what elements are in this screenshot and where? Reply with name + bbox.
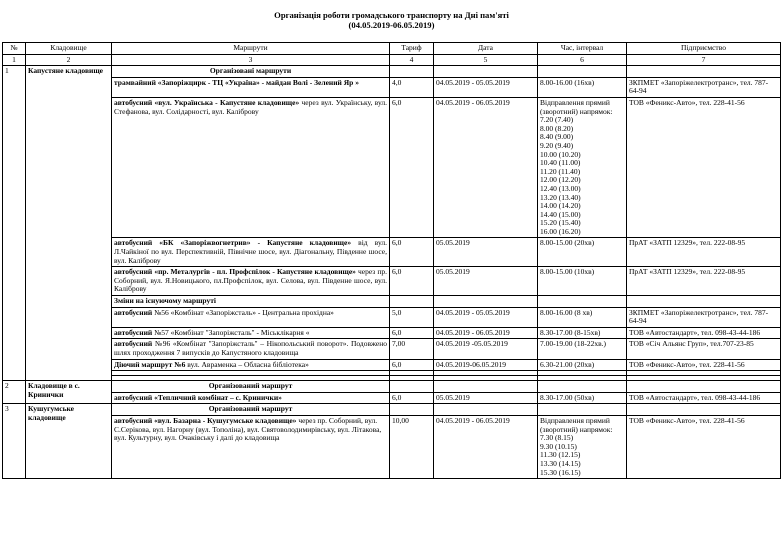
header-time: Час, інтервал <box>538 43 627 55</box>
company-cell: ЗКПМЕТ «Запоріжелектротранс», тел. 787-64-94 <box>627 77 781 97</box>
date-cell: 05.05.2019 <box>434 238 538 267</box>
departure-time: 11.30 (12.15) <box>540 450 581 460</box>
table-row <box>3 97 781 238</box>
route-cell <box>112 97 390 238</box>
tariff-cell: 6,0 <box>390 238 434 267</box>
company-cell: ТОВ «Автостандарт», тел. 098-43-44-186 <box>627 327 781 339</box>
tariff-cell: 6,0 <box>390 327 434 339</box>
row-number: 2 <box>3 381 26 404</box>
section-title: Організований маршрут <box>112 381 390 393</box>
col-num-6: 6 <box>538 54 627 66</box>
section-row <box>3 66 781 78</box>
tariff-cell: 6,0 <box>390 97 434 238</box>
route-name: автобусний «вул. Базарна - Кушугумське кладовище» <box>114 415 297 425</box>
header-row <box>3 43 781 55</box>
route-name: автобусний <box>114 339 153 349</box>
time-cell: 8.00-16.00 (16хв) <box>538 77 627 97</box>
route-name: автобусний <box>114 307 153 317</box>
departure-time: 16.00 (16.20) <box>540 226 581 236</box>
table-row <box>3 77 781 97</box>
route-path: через пр. Соборний, вул. Я.Новицького, пл.Профспілок, вул. Селова, вул. Південне шосе, вул. Каліброву <box>114 267 388 294</box>
time-cell: 8.30-17.00 (50хв) <box>538 392 627 404</box>
company-cell: ТОВ «Автостандарт», тел. 098-43-44-186 <box>627 392 781 404</box>
col-num-1: 1 <box>3 54 26 66</box>
header-tariff: Тариф <box>390 43 434 55</box>
section-title: Організовані маршрути <box>112 66 390 78</box>
table-row <box>3 267 781 296</box>
tariff-cell: 7,00 <box>390 339 434 359</box>
col-num-3: 3 <box>112 54 390 66</box>
table-row <box>3 392 781 404</box>
departure-time: 7.20 (7.40) <box>540 115 574 125</box>
row-number: 1 <box>3 66 26 381</box>
company-cell: ТОВ «Феникс-Авто», тел. 228-41-56 <box>627 97 781 238</box>
time-cell: 8.30-17.00 (8-15хв) <box>538 327 627 339</box>
section-row <box>3 404 781 416</box>
route-name: автобусний «вул. Українська - Капустяне кладовище» <box>114 97 300 107</box>
departure-time: 8.40 (9.00) <box>540 132 574 142</box>
route-cell <box>112 339 390 359</box>
header-cemetery: Кладовище <box>26 43 112 55</box>
time-cell: 6.30-21.00 (20хв) <box>538 359 627 371</box>
date-cell: 04.05.2019 - 06.05.2019 <box>434 327 538 339</box>
departure-time: 14.40 (15.00) <box>540 209 581 219</box>
departure-time: 12.00 (12.20) <box>540 175 581 185</box>
departure-heading: Відправлення прямий (зворотний) напрямок: <box>540 415 613 434</box>
col-num-2: 2 <box>26 54 112 66</box>
route-cell <box>112 307 390 327</box>
departure-time: 14.00 (14.20) <box>540 201 581 211</box>
section-title: Зміни на існуючому маршруті <box>112 296 390 308</box>
route-name: Діючий маршрут №6 <box>114 359 186 369</box>
time-cell: 8.00-15.00 (20хв) <box>538 238 627 267</box>
route-path: через пр. Соборний, вул. С.Серікова, вул. Нагорну (вул. Тополіна), вул. Святоволодимирівську, вул. Літакова, вул. Культурну, вул. Очаківську і далі до кладовища <box>114 415 382 443</box>
section-row <box>3 296 781 308</box>
section-row <box>3 381 781 393</box>
departure-time: 11.20 (11.40) <box>540 166 581 176</box>
route-cell <box>112 238 390 267</box>
route-path: через вул. Українську, вул. Стефанова, вул. Солідарності, вул. Каліброву <box>114 97 388 116</box>
tariff-cell: 6,0 <box>390 392 434 404</box>
table-row <box>3 415 781 478</box>
header-routes: Маршрути <box>112 43 390 55</box>
tariff-cell: 6,0 <box>390 267 434 296</box>
departure-time: 8.00 (8.20) <box>540 123 574 133</box>
company-cell: ПрАТ «ЗАТП 12329», тел. 222-08-95 <box>627 267 781 296</box>
company-cell: ТОВ «Січ Альянс Груп», тел.707-23-85 <box>627 339 781 359</box>
route-path: №56 «Комбінат «Запоріжсталь» - Центральна прохідна» <box>152 307 334 317</box>
col-num-5: 5 <box>434 54 538 66</box>
time-cell <box>538 97 627 238</box>
company-cell: ЗКПМЕТ «Запоріжелектротранс», тел. 787-64-94 <box>627 307 781 327</box>
route-cell: трамвайний «Запоріжцирк - ТЦ «Україна» - майдан Волі - Зелений Яр » <box>112 77 390 97</box>
table-row <box>3 359 781 371</box>
table-row <box>3 238 781 267</box>
time-cell <box>538 415 627 478</box>
departure-time: 7.30 (8.15) <box>540 433 574 443</box>
tariff-cell: 10,00 <box>390 415 434 478</box>
route-cell <box>112 327 390 339</box>
header-company: Підприємство <box>627 43 781 55</box>
tariff-cell: 6,0 <box>390 359 434 371</box>
company-cell: ТОВ «Феникс-Авто», тел. 228-41-56 <box>627 359 781 371</box>
departure-time: 15.20 (15.40) <box>540 218 581 228</box>
route-cell <box>112 415 390 478</box>
route-path: №57 «Комбінат "Запоріжсталь" - Міськлікарня « <box>152 327 310 337</box>
route-cell <box>112 359 390 371</box>
route-path: від вул. Л.Чайкіної по вул. Перспективній, Північне шосе, вул. Діагональну, Південне шосе, вул. Каліброву <box>114 238 387 265</box>
section-title: Організований маршрут <box>112 404 390 416</box>
time-cell: 8.00-15.00 (10хв) <box>538 267 627 296</box>
time-cell: 8.00-16.00 (8 хв) <box>538 307 627 327</box>
date-cell: 04.05.2019 - 06.05.2019 <box>434 97 538 238</box>
company-cell: ПрАТ «ЗАТП 12329», тел. 222-08-95 <box>627 238 781 267</box>
col-num-4: 4 <box>390 54 434 66</box>
departure-time: 15.30 (16.15) <box>540 467 581 477</box>
date-cell: 04.05.2019 - 06.05.2019 <box>434 415 538 478</box>
date-cell: 04.05.2019-06.05.2019 <box>434 359 538 371</box>
time-cell: 7.00-19.00 (18-22хв.) <box>538 339 627 359</box>
cemetery-name: Кушугумське кладовище <box>26 404 112 479</box>
date-cell: 04.05.2019 - 05.05.2019 <box>434 77 538 97</box>
document-title <box>0 10 783 30</box>
transport-table <box>2 42 781 479</box>
header-date: Дата <box>434 43 538 55</box>
departure-time: 9.20 (9.40) <box>540 140 574 150</box>
departure-time: 10.00 (10.20) <box>540 149 581 159</box>
date-cell: 05.05.2019 <box>434 267 538 296</box>
departure-time: 13.20 (13.40) <box>540 192 581 202</box>
departure-time: 9.30 (10.15) <box>540 441 577 451</box>
header-number-row <box>3 54 781 66</box>
cemetery-name: Капустяне кладовище <box>26 66 112 381</box>
title-text: Організація роботи громадського транспорту на Дні пам'яті <box>274 10 509 20</box>
title-period: (04.05.2019-06.05.2019) <box>348 20 435 30</box>
route-cell <box>112 267 390 296</box>
header-num: № <box>3 43 26 55</box>
route-path: вул. Авраменка – Обласна бібліотека» <box>185 359 309 369</box>
departure-time: 12.40 (13.00) <box>540 183 581 193</box>
route-cell: автобусний «Тепличний комбінат – с. Кринички» <box>112 392 390 404</box>
route-name: автобусний <box>114 327 153 337</box>
company-cell: ТОВ «Феникс-Авто», тел. 228-41-56 <box>627 415 781 478</box>
date-cell: 05.05.2019 <box>434 392 538 404</box>
table-row <box>3 327 781 339</box>
departure-time: 10.40 (11.00) <box>540 158 581 168</box>
departure-time: 13.30 (14.15) <box>540 458 581 468</box>
row-number: 3 <box>3 404 26 479</box>
tariff-cell: 4,0 <box>390 77 434 97</box>
tariff-cell: 5,0 <box>390 307 434 327</box>
table-row <box>3 307 781 327</box>
route-path: №96 «Комбінат "Запоріжсталь" – Нікопольський поворот». Подовжено шлях проходження 7 випусків до Капустяного кладовища <box>114 339 387 357</box>
table-row <box>3 339 781 359</box>
date-cell: 04.05.2019 - 05.05.2019 <box>434 307 538 327</box>
cemetery-name: Кладовище в с. Кринички <box>26 381 112 404</box>
route-name: автобусний «БК «Запоріжвогнетрив» - Капустяне кладовище» <box>114 238 352 248</box>
col-num-7: 7 <box>627 54 781 66</box>
departure-heading: Відправлення прямий (зворотний) напрямок: <box>540 97 613 116</box>
date-cell: 04.05.2019 -05.05.2019 <box>434 339 538 359</box>
route-name: автобусний «пр. Металургів - пл. Профспілок - Капустяне кладовище» <box>114 267 356 277</box>
